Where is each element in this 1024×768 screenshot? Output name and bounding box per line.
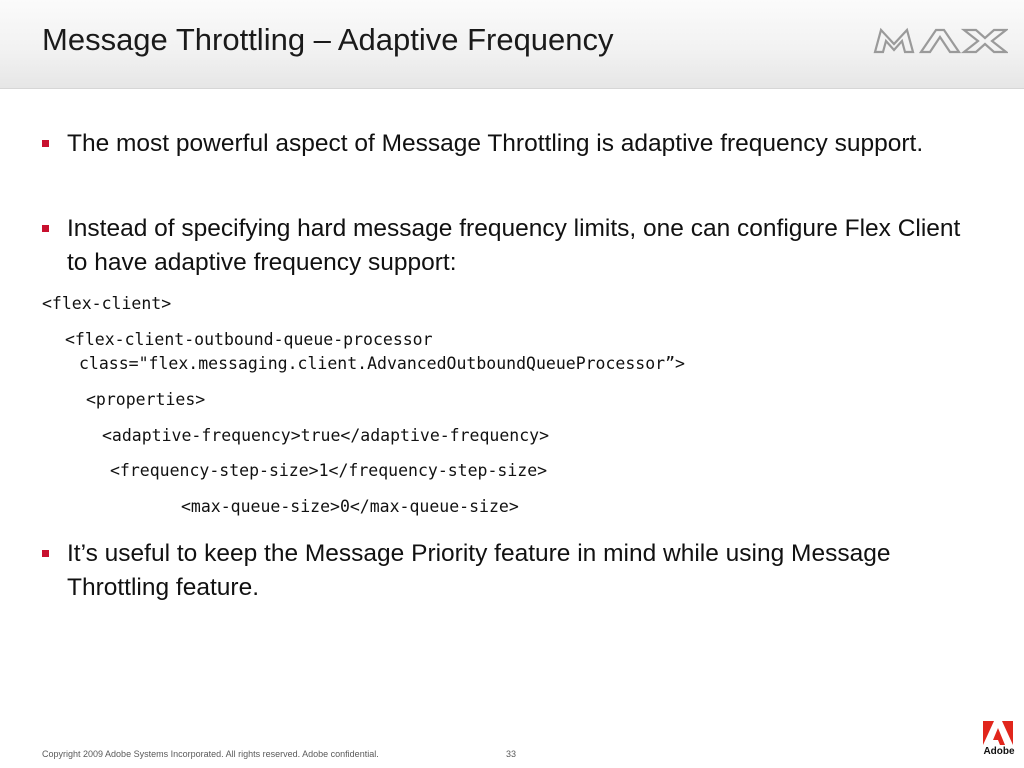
code-line: <properties> xyxy=(86,390,206,409)
code-line: <adaptive-frequency>true</adaptive-frequency> xyxy=(102,426,550,445)
code-line: <max-queue-size>0</max-queue-size> xyxy=(181,497,519,516)
bullet-text: Instead of specifying hard message frequency limits, one can configure Flex Client to have adaptive frequency support: xyxy=(67,215,961,276)
slide-title: Message Throttling – Adaptive Frequency xyxy=(42,22,614,57)
code-line: <frequency-step-size>1</frequency-step-size> xyxy=(110,461,548,480)
code-line: <flex-client-outbound-queue-processor xyxy=(65,330,433,349)
code-line: <flex-client> xyxy=(42,294,172,313)
bullet-marker xyxy=(42,550,49,557)
bullet-item xyxy=(42,127,972,161)
bullet-marker xyxy=(42,140,49,147)
bullet-text: It’s useful to keep the Message Priority feature in mind while using Message Throttling feature. xyxy=(67,540,891,601)
adobe-logo-icon xyxy=(983,721,1013,745)
adobe-wordmark: Adobe xyxy=(983,746,1015,757)
bullet-marker xyxy=(42,225,49,232)
slide-header xyxy=(0,0,1024,89)
page-number: 33 xyxy=(506,749,517,759)
bullet-text: The most powerful aspect of Message Throttling is adaptive frequency support. xyxy=(67,130,924,157)
code-line: class="flex.messaging.client.AdvancedOutboundQueueProcessor”> xyxy=(79,354,685,373)
bullet-item xyxy=(42,212,972,280)
max-logo xyxy=(872,27,1008,55)
bullet-item xyxy=(42,537,972,605)
footer-copyright: Copyright 2009 Adobe Systems Incorporated. All rights reserved. Adobe confidential. xyxy=(42,749,379,759)
